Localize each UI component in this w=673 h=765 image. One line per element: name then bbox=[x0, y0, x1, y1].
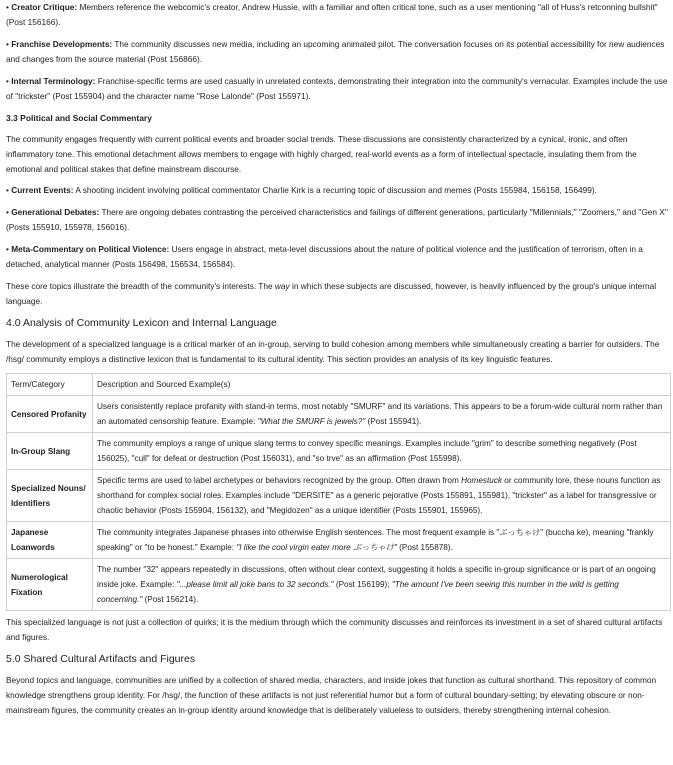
description-text: (Post 155878). bbox=[396, 543, 453, 552]
table-cell-description bbox=[93, 433, 671, 470]
section-4-heading: 4.0 Analysis of Community Lexicon and Internal Language bbox=[6, 317, 277, 329]
section-4-closing: This specialized language is not just a collection of quirks; it is the medium through which the community discusses and reinforces its investment in a set of shared cultural artifacts and figures. bbox=[6, 617, 663, 642]
description-text: The community integrates Japanese phrases into otherwise English sentences. The most frequent example is "ぶっちゃけ" (buccha ke), meaning "frankly speaking" or "to be honest." Example: bbox=[97, 528, 654, 552]
section-4-intro: The development of a specialized language is a critical marker of an in-group, serving to build cohesion among members while simultaneously creating a barrier for outsiders. The /hsg/ community employs a distinctive lexicon that is fundamental to its cultural identity. This section provides an analysis of its key linguistic features. bbox=[6, 339, 660, 364]
table-header-row bbox=[7, 374, 671, 396]
bullet-franchise-developments: • Franchise Developments: The community discusses new media, including an upcoming animated pilot. The conversation focuses on its potential accessibility for new audiences and changes from the source material (Post 156866). bbox=[6, 39, 665, 64]
table-row bbox=[7, 470, 671, 522]
bullet-generational-debates: • Generational Debates: There are ongoing debates contrasting the perceived characteristics and failings of different generations, particularly "Millennials," "Zoomers," and "Gen X" (Posts 155910, 155978, 156016). bbox=[6, 207, 668, 232]
bullet-internal-terminology: • Internal Terminology: Franchise-specific terms are used casually in unrelated contexts, demonstrating their integration into the community's vernacular. Examples include the use of "trickster" (Post 155904) and the character name "Rose Lalonde" (Post 155971). bbox=[6, 76, 668, 101]
table-header-term: Term/Category bbox=[7, 374, 93, 396]
table-row bbox=[7, 559, 671, 611]
table-cell-term: In-Group Slang bbox=[7, 433, 93, 470]
bullets-top bbox=[6, 0, 673, 104]
example-quote: "The amount I've been seeing this number in the wild is getting concerning." bbox=[97, 580, 619, 604]
description-text: (Post 155941). bbox=[365, 417, 422, 426]
table-row bbox=[7, 433, 671, 470]
table-row bbox=[7, 522, 671, 559]
example-quote: "What the SMURF is jewels?" bbox=[257, 417, 366, 426]
bullet-current-events: • Current Events: A shooting incident involving political commentator Charlie Kirk is a recurring topic of discussion and memes (Posts 155984, 156158, 156499). bbox=[6, 185, 597, 195]
section-3-3-heading: 3.3 Political and Social Commentary bbox=[6, 113, 152, 123]
section-3-3-closing: These core topics illustrate the breadth of the community's interests. The way in which these subjects are discussed, however, is heavily influenced by the group's unique internal language. bbox=[6, 281, 657, 306]
table-cell-term: Censored Profanity bbox=[7, 396, 93, 433]
example-quote: Homestuck bbox=[461, 476, 503, 485]
section-3-3-intro: The community engages frequently with current political events and broader social trends. These discussions are consistently characterized by a cynical, ironic, and often inflammatory tone. This emotional detachment allows members to engage with highly charged, real-world events as a form of intellectual spectacle, insulating them from the emotional and political stakes that define mainstream discourse. bbox=[6, 134, 637, 174]
section-5-heading: 5.0 Shared Cultural Artifacts and Figures bbox=[6, 653, 196, 665]
table-cell-term: Specialized Nouns/ Identifiers bbox=[7, 470, 93, 522]
description-text: The number "32" appears repeatedly in discussions, often without clear context, suggesting it holds a specific in-group significance or is part of an ongoing inside joke. Example: bbox=[97, 565, 656, 589]
table-row bbox=[7, 396, 671, 433]
lexicon-table bbox=[6, 373, 671, 611]
description-text: Users consistently replace profanity with stand-in terms, most notably "SMURF" and its variations. This appears to be a forum-wide cultural norm rather than an automated censorship feature. Example: bbox=[97, 402, 663, 426]
table-cell-description bbox=[93, 470, 671, 522]
description-text: Specific terms are used to label archetypes or behaviors recognized by the group. Often drawn from bbox=[97, 476, 462, 485]
table-cell-description bbox=[93, 559, 671, 611]
description-text: (Post 156214). bbox=[142, 595, 199, 604]
table-cell-term: Japanese Loanwords bbox=[7, 522, 93, 559]
table-cell-description bbox=[93, 396, 671, 433]
table-header-description: Description and Sourced Example(s) bbox=[93, 374, 671, 396]
bullet-political-violence: • Meta-Commentary on Political Violence: Users engage in abstract, meta-level discussions about the nature of political violence and the justification of terrorism, often in a detached, analytical manner (Posts 156498, 156534, 156584). bbox=[6, 244, 643, 269]
table-cell-term: Numerological Fixation bbox=[7, 559, 93, 611]
description-text: or community lore, these nouns function as shorthand for complex social roles. Examples include "DERSITE" as a generic pejorative (Posts 155891, 155981), "trickster" as a label for transgressive or chaotic behavior (Posts 155904, 156132), and "Megidozen" as a unique identifier (Posts 155901, 155965). bbox=[97, 476, 661, 515]
table-cell-description bbox=[93, 522, 671, 559]
example-quote: "I like the cool virgin eater more ぶっちゃけ" bbox=[236, 543, 397, 552]
section-5-intro: Beyond topics and language, communities are unified by a collection of shared media, characters, and inside jokes that function as cultural shorthand. This repository of common knowledge strengthens group identity. For /hsg/, the function of these artifacts is not just referential humor but a form of cultural boundary-setting; by elevating obscure or non-mainstream figures, the community creates an in-group identity around knowledge that is deliberately valueless to outsiders, thereby strengthening internal cohesion. bbox=[6, 675, 657, 715]
example-quote: "...please limit all joke bans to 32 seconds." bbox=[176, 580, 334, 589]
description-text: The community employs a range of unique slang terms to convey specific meanings. Examples include "grim" to describe something negatively (Post 156025), "cull" for defeat or destruction (Post 156031), and "so trve" as an affirmation (Post 155998). bbox=[97, 439, 637, 463]
description-text: (Post 156199); bbox=[333, 580, 392, 589]
bullet-creator-critique: • Creator Critique: Members reference the webcomic's creator, Andrew Hussie, with a familiar and often critical tone, such as a user mentioning "all of Huss's retconning bullshit" (Post 156166). bbox=[6, 2, 658, 27]
